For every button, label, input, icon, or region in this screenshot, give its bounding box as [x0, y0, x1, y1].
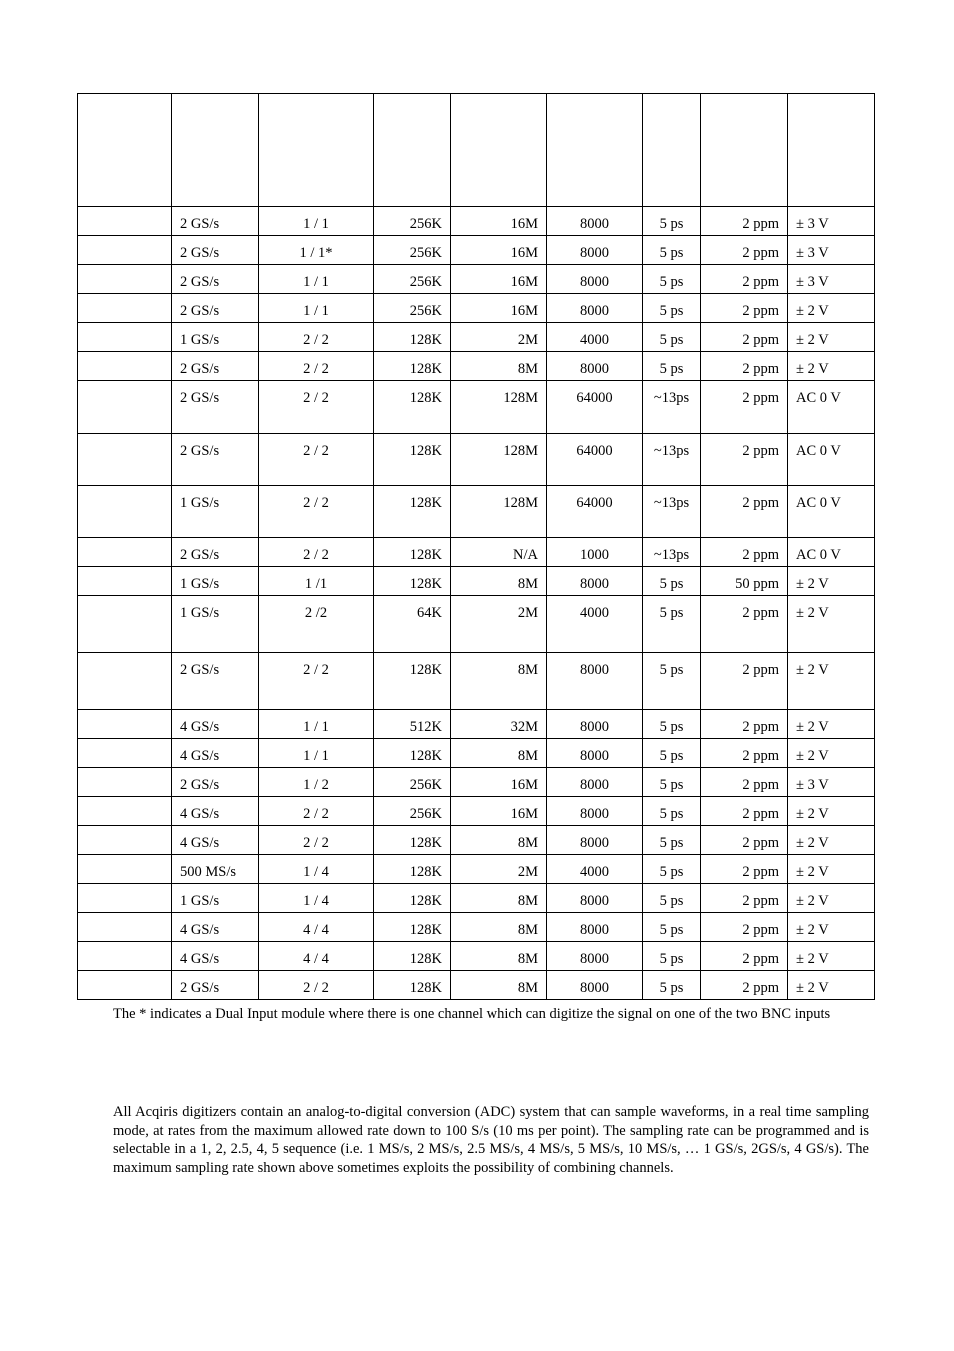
model-cell: [78, 653, 172, 710]
sampling-rate-cell: 2 GS/s: [172, 236, 259, 265]
sampling-rate-cell: 4 GS/s: [172, 913, 259, 942]
model-cell: [78, 739, 172, 768]
header-cell: [788, 94, 875, 207]
offset-range-cell: ± 2 V: [788, 826, 875, 855]
timing-resolution-cell: 5 ps: [643, 653, 701, 710]
sampling-rate-cell: 1 GS/s: [172, 567, 259, 596]
offset-range-cell: AC 0 V: [788, 538, 875, 567]
timing-resolution-cell: ~13ps: [643, 486, 701, 538]
channels-cell: 1 / 2: [259, 768, 374, 797]
sampling-rate-cell: 2 GS/s: [172, 538, 259, 567]
model-cell: [78, 971, 172, 1000]
channels-cell: 2 / 2: [259, 434, 374, 486]
sampling-rate-cell: 2 GS/s: [172, 294, 259, 323]
sampling-rate-cell: 4 GS/s: [172, 710, 259, 739]
table-row: [78, 971, 875, 1000]
channels-cell: 2 / 2: [259, 826, 374, 855]
timing-resolution-cell: 5 ps: [643, 236, 701, 265]
sampling-rate-cell: 4 GS/s: [172, 739, 259, 768]
clock-accuracy-cell: 2 ppm: [701, 942, 788, 971]
timing-resolution-cell: ~13ps: [643, 538, 701, 567]
max-memory-cell: 8M: [451, 352, 547, 381]
model-cell: [78, 710, 172, 739]
max-segments-cell: 8000: [547, 567, 643, 596]
offset-range-cell: AC 0 V: [788, 486, 875, 538]
channels-cell: 1 / 1: [259, 207, 374, 236]
timing-resolution-cell: 5 ps: [643, 323, 701, 352]
offset-range-cell: ± 2 V: [788, 797, 875, 826]
header-cell: [374, 94, 451, 207]
max-segments-cell: 8000: [547, 826, 643, 855]
clock-accuracy-cell: 2 ppm: [701, 710, 788, 739]
clock-accuracy-cell: 2 ppm: [701, 352, 788, 381]
table-row: [78, 236, 875, 265]
channels-cell: 1 / 1: [259, 710, 374, 739]
max-segments-cell: 8000: [547, 797, 643, 826]
timing-resolution-cell: 5 ps: [643, 567, 701, 596]
table-row: [78, 653, 875, 710]
model-cell: [78, 826, 172, 855]
memory-cell: 256K: [374, 294, 451, 323]
max-segments-cell: 8000: [547, 207, 643, 236]
sampling-rate-cell: 2 GS/s: [172, 768, 259, 797]
sampling-rate-cell: 2 GS/s: [172, 352, 259, 381]
channels-cell: 1 /1: [259, 567, 374, 596]
model-cell: [78, 913, 172, 942]
max-memory-cell: 2M: [451, 596, 547, 653]
offset-range-cell: ± 2 V: [788, 971, 875, 1000]
max-memory-cell: 8M: [451, 739, 547, 768]
max-memory-cell: 8M: [451, 653, 547, 710]
timing-resolution-cell: 5 ps: [643, 797, 701, 826]
memory-cell: 256K: [374, 265, 451, 294]
offset-range-cell: ± 2 V: [788, 323, 875, 352]
header-cell: [78, 94, 172, 207]
header-cell: [643, 94, 701, 207]
max-segments-cell: 8000: [547, 739, 643, 768]
max-memory-cell: 128M: [451, 434, 547, 486]
table-row: [78, 826, 875, 855]
table-header-row: [78, 94, 875, 207]
timing-resolution-cell: 5 ps: [643, 884, 701, 913]
max-segments-cell: 64000: [547, 434, 643, 486]
timing-resolution-cell: 5 ps: [643, 768, 701, 797]
timing-resolution-cell: 5 ps: [643, 596, 701, 653]
model-cell: [78, 265, 172, 294]
model-cell: [78, 207, 172, 236]
max-memory-cell: 16M: [451, 768, 547, 797]
clock-accuracy-cell: 50 ppm: [701, 567, 788, 596]
clock-accuracy-cell: 2 ppm: [701, 294, 788, 323]
model-cell: [78, 942, 172, 971]
offset-range-cell: AC 0 V: [788, 381, 875, 434]
timing-resolution-cell: ~13ps: [643, 381, 701, 434]
memory-cell: 512K: [374, 710, 451, 739]
memory-cell: 128K: [374, 971, 451, 1000]
offset-range-cell: ± 2 V: [788, 294, 875, 323]
max-segments-cell: 8000: [547, 884, 643, 913]
max-segments-cell: 8000: [547, 768, 643, 797]
table-row: [78, 596, 875, 653]
model-cell: [78, 381, 172, 434]
memory-cell: 256K: [374, 236, 451, 265]
table-row: [78, 294, 875, 323]
sampling-rate-cell: 500 MS/s: [172, 855, 259, 884]
sampling-rate-cell: 4 GS/s: [172, 797, 259, 826]
sampling-rate-cell: 1 GS/s: [172, 323, 259, 352]
channels-cell: 2 / 2: [259, 352, 374, 381]
memory-cell: 128K: [374, 855, 451, 884]
offset-range-cell: ± 2 V: [788, 352, 875, 381]
channels-cell: 4 / 4: [259, 942, 374, 971]
max-memory-cell: 2M: [451, 855, 547, 884]
timing-resolution-cell: 5 ps: [643, 265, 701, 294]
timing-resolution-cell: 5 ps: [643, 352, 701, 381]
clock-accuracy-cell: 2 ppm: [701, 884, 788, 913]
offset-range-cell: ± 2 V: [788, 710, 875, 739]
sampling-rate-cell: 1 GS/s: [172, 596, 259, 653]
clock-accuracy-cell: 2 ppm: [701, 434, 788, 486]
sampling-rate-cell: 2 GS/s: [172, 971, 259, 1000]
table-row: [78, 352, 875, 381]
offset-range-cell: ± 3 V: [788, 207, 875, 236]
sampling-rate-cell: 1 GS/s: [172, 884, 259, 913]
clock-accuracy-cell: 2 ppm: [701, 826, 788, 855]
max-segments-cell: 4000: [547, 855, 643, 884]
offset-range-cell: ± 2 V: [788, 913, 875, 942]
footnote: The * indicates a Dual Input module where there is one channel which can digitize the signal on one of the two BNC inputs: [113, 1006, 831, 1022]
max-segments-cell: 64000: [547, 486, 643, 538]
model-cell: [78, 884, 172, 913]
max-memory-cell: 16M: [451, 236, 547, 265]
max-memory-cell: 8M: [451, 826, 547, 855]
model-cell: [78, 434, 172, 486]
timing-resolution-cell: 5 ps: [643, 739, 701, 768]
model-cell: [78, 538, 172, 567]
model-cell: [78, 596, 172, 653]
table-row: [78, 434, 875, 486]
channels-cell: 2 / 2: [259, 971, 374, 1000]
model-cell: [78, 323, 172, 352]
sampling-rate-cell: 2 GS/s: [172, 207, 259, 236]
memory-cell: 256K: [374, 768, 451, 797]
memory-cell: 128K: [374, 942, 451, 971]
digitizer-spec-table: [77, 93, 875, 1000]
table-row: [78, 855, 875, 884]
memory-cell: 256K: [374, 207, 451, 236]
channels-cell: 2 / 2: [259, 653, 374, 710]
clock-accuracy-cell: 2 ppm: [701, 381, 788, 434]
max-segments-cell: 8000: [547, 971, 643, 1000]
timing-resolution-cell: 5 ps: [643, 710, 701, 739]
channels-cell: 2 / 2: [259, 381, 374, 434]
body-paragraph: All Acqiris digitizers contain an analog-to-digital conversion (ADC) system that can sample waveforms, in a real time sampling mode, at rates from the maximum allowed rate down to 100 S/s (10 ms per point). The sampling rate can be programmed and is selectable in a 1, 2, 2.5, 4, 5 sequence (i.e. 1 MS/s, 2 MS/s, 2.5 MS/s, 4 MS/s, 5 MS/s, 10 MS/s, … 1 GS/s, 2GS/s, 4 GS/s). The maximum sampling rate shown above sometimes exploits the possibility of combining channels.: [113, 1104, 869, 1176]
offset-range-cell: ± 2 V: [788, 884, 875, 913]
max-memory-cell: 2M: [451, 323, 547, 352]
timing-resolution-cell: 5 ps: [643, 971, 701, 1000]
max-segments-cell: 8000: [547, 942, 643, 971]
channels-cell: 1 / 1: [259, 294, 374, 323]
max-memory-cell: 8M: [451, 884, 547, 913]
sampling-rate-cell: 2 GS/s: [172, 434, 259, 486]
model-cell: [78, 294, 172, 323]
model-cell: [78, 567, 172, 596]
sampling-rate-cell: 2 GS/s: [172, 265, 259, 294]
table-row: [78, 486, 875, 538]
max-memory-cell: 8M: [451, 567, 547, 596]
max-segments-cell: 8000: [547, 913, 643, 942]
offset-range-cell: ± 2 V: [788, 739, 875, 768]
max-segments-cell: 8000: [547, 265, 643, 294]
table-row: [78, 768, 875, 797]
clock-accuracy-cell: 2 ppm: [701, 768, 788, 797]
memory-cell: 128K: [374, 381, 451, 434]
table-row: [78, 913, 875, 942]
clock-accuracy-cell: 2 ppm: [701, 596, 788, 653]
table-row: [78, 207, 875, 236]
max-memory-cell: N/A: [451, 538, 547, 567]
max-memory-cell: 8M: [451, 942, 547, 971]
model-cell: [78, 797, 172, 826]
clock-accuracy-cell: 2 ppm: [701, 797, 788, 826]
memory-cell: 64K: [374, 596, 451, 653]
offset-range-cell: ± 2 V: [788, 596, 875, 653]
timing-resolution-cell: 5 ps: [643, 913, 701, 942]
channels-cell: 2 / 2: [259, 323, 374, 352]
offset-range-cell: ± 2 V: [788, 653, 875, 710]
memory-cell: 128K: [374, 567, 451, 596]
memory-cell: 128K: [374, 434, 451, 486]
memory-cell: 128K: [374, 884, 451, 913]
clock-accuracy-cell: 2 ppm: [701, 486, 788, 538]
offset-range-cell: ± 2 V: [788, 567, 875, 596]
header-cell: [172, 94, 259, 207]
sampling-rate-cell: 4 GS/s: [172, 942, 259, 971]
offset-range-cell: ± 2 V: [788, 942, 875, 971]
channels-cell: 1 / 1: [259, 739, 374, 768]
memory-cell: 128K: [374, 913, 451, 942]
timing-resolution-cell: 5 ps: [643, 942, 701, 971]
channels-cell: 1 / 1: [259, 265, 374, 294]
spec-table-body: [78, 94, 875, 1000]
table-row: [78, 710, 875, 739]
clock-accuracy-cell: 2 ppm: [701, 207, 788, 236]
header-cell: [547, 94, 643, 207]
sampling-rate-cell: 2 GS/s: [172, 381, 259, 434]
max-memory-cell: 16M: [451, 207, 547, 236]
model-cell: [78, 855, 172, 884]
max-memory-cell: 128M: [451, 381, 547, 434]
max-segments-cell: 8000: [547, 236, 643, 265]
table-row: [78, 739, 875, 768]
channels-cell: 1 / 4: [259, 884, 374, 913]
max-memory-cell: 16M: [451, 797, 547, 826]
timing-resolution-cell: ~13ps: [643, 434, 701, 486]
offset-range-cell: ± 3 V: [788, 236, 875, 265]
clock-accuracy-cell: 2 ppm: [701, 971, 788, 1000]
max-segments-cell: 4000: [547, 596, 643, 653]
max-segments-cell: 8000: [547, 710, 643, 739]
timing-resolution-cell: 5 ps: [643, 855, 701, 884]
table-row: [78, 323, 875, 352]
model-cell: [78, 768, 172, 797]
max-segments-cell: 4000: [547, 323, 643, 352]
clock-accuracy-cell: 2 ppm: [701, 739, 788, 768]
table-row: [78, 884, 875, 913]
clock-accuracy-cell: 2 ppm: [701, 913, 788, 942]
header-cell: [259, 94, 374, 207]
max-segments-cell: 1000: [547, 538, 643, 567]
memory-cell: 256K: [374, 797, 451, 826]
memory-cell: 128K: [374, 323, 451, 352]
header-cell: [701, 94, 788, 207]
table-row: [78, 381, 875, 434]
sampling-rate-cell: 2 GS/s: [172, 653, 259, 710]
offset-range-cell: ± 3 V: [788, 768, 875, 797]
channels-cell: 2 / 2: [259, 797, 374, 826]
memory-cell: 128K: [374, 352, 451, 381]
channels-cell: 1 / 4: [259, 855, 374, 884]
clock-accuracy-cell: 2 ppm: [701, 323, 788, 352]
timing-resolution-cell: 5 ps: [643, 207, 701, 236]
sampling-rate-cell: 4 GS/s: [172, 826, 259, 855]
timing-resolution-cell: 5 ps: [643, 294, 701, 323]
model-cell: [78, 236, 172, 265]
channels-cell: 1 / 1*: [259, 236, 374, 265]
clock-accuracy-cell: 2 ppm: [701, 236, 788, 265]
max-memory-cell: 16M: [451, 294, 547, 323]
max-segments-cell: 8000: [547, 352, 643, 381]
model-cell: [78, 486, 172, 538]
clock-accuracy-cell: 2 ppm: [701, 653, 788, 710]
channels-cell: 4 / 4: [259, 913, 374, 942]
table-row: [78, 942, 875, 971]
memory-cell: 128K: [374, 653, 451, 710]
memory-cell: 128K: [374, 826, 451, 855]
max-memory-cell: 8M: [451, 971, 547, 1000]
model-cell: [78, 352, 172, 381]
channels-cell: 2 / 2: [259, 538, 374, 567]
table-row: [78, 265, 875, 294]
clock-accuracy-cell: 2 ppm: [701, 855, 788, 884]
table-row: [78, 567, 875, 596]
max-memory-cell: 128M: [451, 486, 547, 538]
max-segments-cell: 8000: [547, 653, 643, 710]
max-memory-cell: 16M: [451, 265, 547, 294]
table-row: [78, 538, 875, 567]
max-segments-cell: 64000: [547, 381, 643, 434]
max-segments-cell: 8000: [547, 294, 643, 323]
channels-cell: 2 /2: [259, 596, 374, 653]
memory-cell: 128K: [374, 538, 451, 567]
header-cell: [451, 94, 547, 207]
max-memory-cell: 8M: [451, 913, 547, 942]
offset-range-cell: AC 0 V: [788, 434, 875, 486]
offset-range-cell: ± 3 V: [788, 265, 875, 294]
sampling-rate-cell: 1 GS/s: [172, 486, 259, 538]
offset-range-cell: ± 2 V: [788, 855, 875, 884]
memory-cell: 128K: [374, 486, 451, 538]
max-memory-cell: 32M: [451, 710, 547, 739]
table-row: [78, 797, 875, 826]
clock-accuracy-cell: 2 ppm: [701, 538, 788, 567]
channels-cell: 2 / 2: [259, 486, 374, 538]
memory-cell: 128K: [374, 739, 451, 768]
clock-accuracy-cell: 2 ppm: [701, 265, 788, 294]
timing-resolution-cell: 5 ps: [643, 826, 701, 855]
